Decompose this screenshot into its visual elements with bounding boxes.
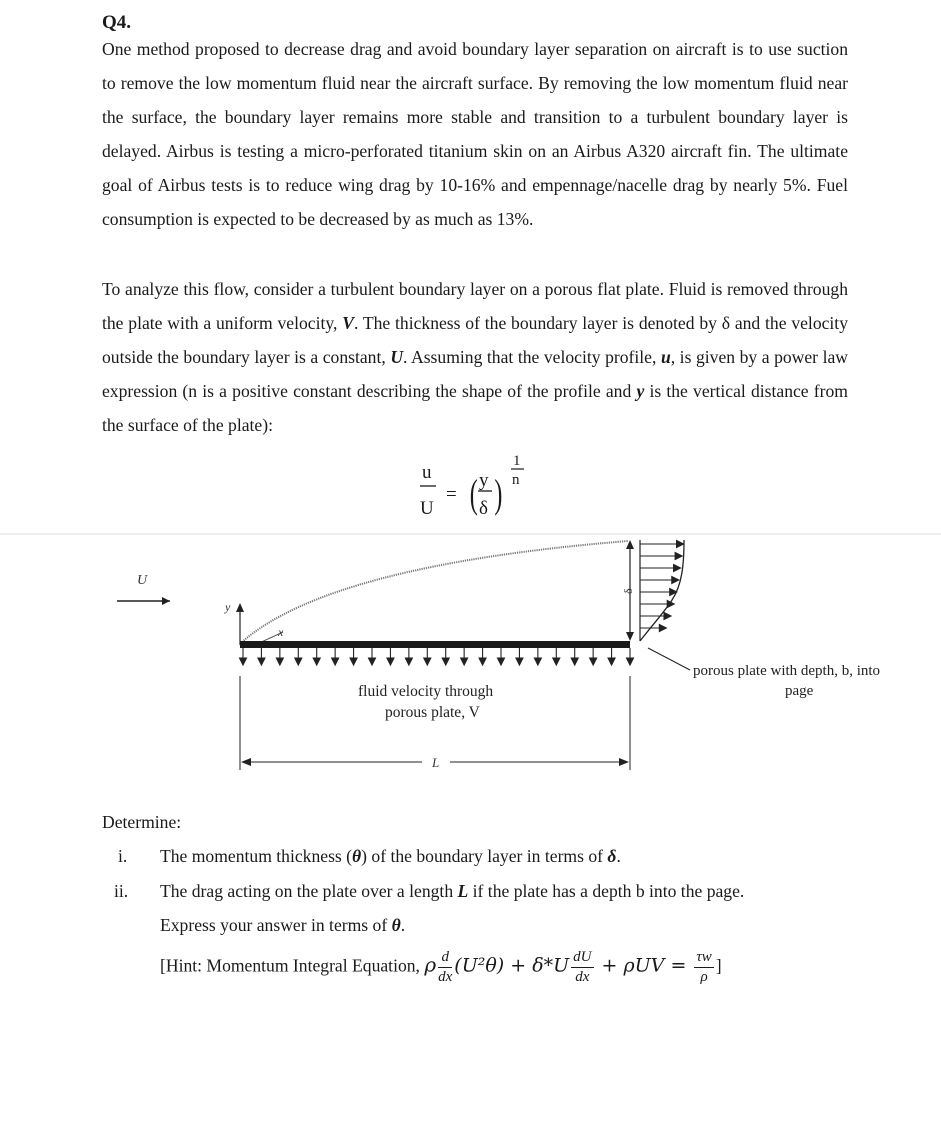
task-2-numeral: ii. xyxy=(114,881,129,901)
suction-arrowhead xyxy=(332,658,339,665)
task-2-text: The drag acting on the plate over a length L if the plate has a depth b into the page. xyxy=(160,881,745,901)
suction-arrowhead xyxy=(461,658,468,665)
eq-lhs-den: U xyxy=(420,498,434,519)
eq-exp-den: n xyxy=(512,472,520,488)
task-2-text-line2: Express your answer in terms of θ. xyxy=(160,915,406,935)
profile-arrows xyxy=(640,541,684,632)
eq-equals: = xyxy=(446,484,457,505)
suction-caption-line1: fluid velocity through xyxy=(358,683,494,700)
plate-caption-line1: porous plate with depth, b, into xyxy=(693,663,881,679)
profile-arrowhead xyxy=(664,613,671,620)
suction-arrowhead xyxy=(258,658,265,665)
suction-arrowhead xyxy=(405,658,412,665)
hint-momentum-integral: [Hint: Momentum Integral Equation, ρ $\frac{d}{dx}$ (U²θ) + δ*U $\frac{dU}{dx}$ + ρUV = $\frac{\tau w}{\rho}$ ] xyxy=(160,949,722,985)
profile-arrowhead xyxy=(659,625,666,632)
task-1-numeral: i. xyxy=(118,846,128,866)
suction-arrowhead xyxy=(590,658,597,665)
suction-arrowhead xyxy=(442,658,449,665)
suction-arrowhead xyxy=(313,658,320,665)
suction-arrowhead xyxy=(350,658,357,665)
suction-arrowhead xyxy=(387,658,394,665)
boundary-layer-edge xyxy=(242,541,628,642)
profile-arrowhead xyxy=(672,577,679,584)
eq-exp-num: 1 xyxy=(513,453,521,469)
profile-arrowhead xyxy=(677,541,684,548)
determine-heading: Determine: xyxy=(102,812,182,832)
suction-arrowhead xyxy=(479,658,486,665)
svg-text:): ) xyxy=(494,473,503,517)
porous-plate xyxy=(240,641,630,648)
suction-arrowhead xyxy=(516,658,523,665)
eq-rhs-den: δ xyxy=(479,498,488,519)
suction-arrowhead xyxy=(369,658,376,665)
suction-arrowhead xyxy=(571,658,578,665)
suction-arrowhead xyxy=(608,658,615,665)
delta-label: δ xyxy=(621,588,635,594)
svg-text:(: ( xyxy=(469,473,478,517)
plate-caption-line2: page xyxy=(785,683,814,699)
suction-arrowhead xyxy=(553,658,560,665)
task-1-text: The momentum thickness (θ) of the boundary layer in terms of δ. xyxy=(160,846,621,866)
suction-caption-line2: porous plate, V xyxy=(385,704,480,721)
question-number: Q4. xyxy=(102,12,132,33)
length-label: L xyxy=(432,755,440,770)
suction-arrowhead xyxy=(424,658,431,665)
suction-arrowhead xyxy=(627,658,634,665)
freestream-label: U xyxy=(137,573,148,588)
suction-arrowhead xyxy=(295,658,302,665)
intro-paragraph: One method proposed to decrease drag and avoid boundary layer separation on aircraft is to use suction to remove the low momentum fluid near the aircraft surface. By removing the low momentum fluid near the surface, the boundary layer remains more stable and transition to a turbulent boundary layer is delayed. Airbus is testing a micro-perforated titanium skin on an Airbus A320 aircraft fin. The ultimate goal of Airbus tests is to reduce wing drag by 10-16% and empennage/nacelle drag by nearly 5%. Fuel consumption is expected to be decreased by as much as 13%. xyxy=(102,39,848,230)
x-axis-label: x xyxy=(278,625,284,639)
profile-arrowhead xyxy=(674,565,681,572)
suction-arrowhead xyxy=(498,658,505,665)
y-axis-label: y xyxy=(225,600,231,614)
profile-arrowhead xyxy=(675,553,682,560)
suction-arrowhead xyxy=(276,658,283,665)
eq-rhs-num: y xyxy=(479,470,489,491)
suction-arrows xyxy=(240,648,634,665)
suction-arrowhead xyxy=(240,658,247,665)
suction-arrowhead xyxy=(534,658,541,665)
eq-lhs-num: u xyxy=(422,462,432,483)
analysis-paragraph: To analyze this flow, consider a turbulent boundary layer on a porous flat plate. Fluid is removed through the plate with a uniform velocity, V. The thickness of the boundary layer is denoted by δ and the velocity outside the boundary layer is a constant, U. Assuming that the velocity profile, u, is given by a power law expression (n is a positive constant describing the shape of the profile and y is the vertical distance from the surface of the plate): xyxy=(102,279,848,436)
